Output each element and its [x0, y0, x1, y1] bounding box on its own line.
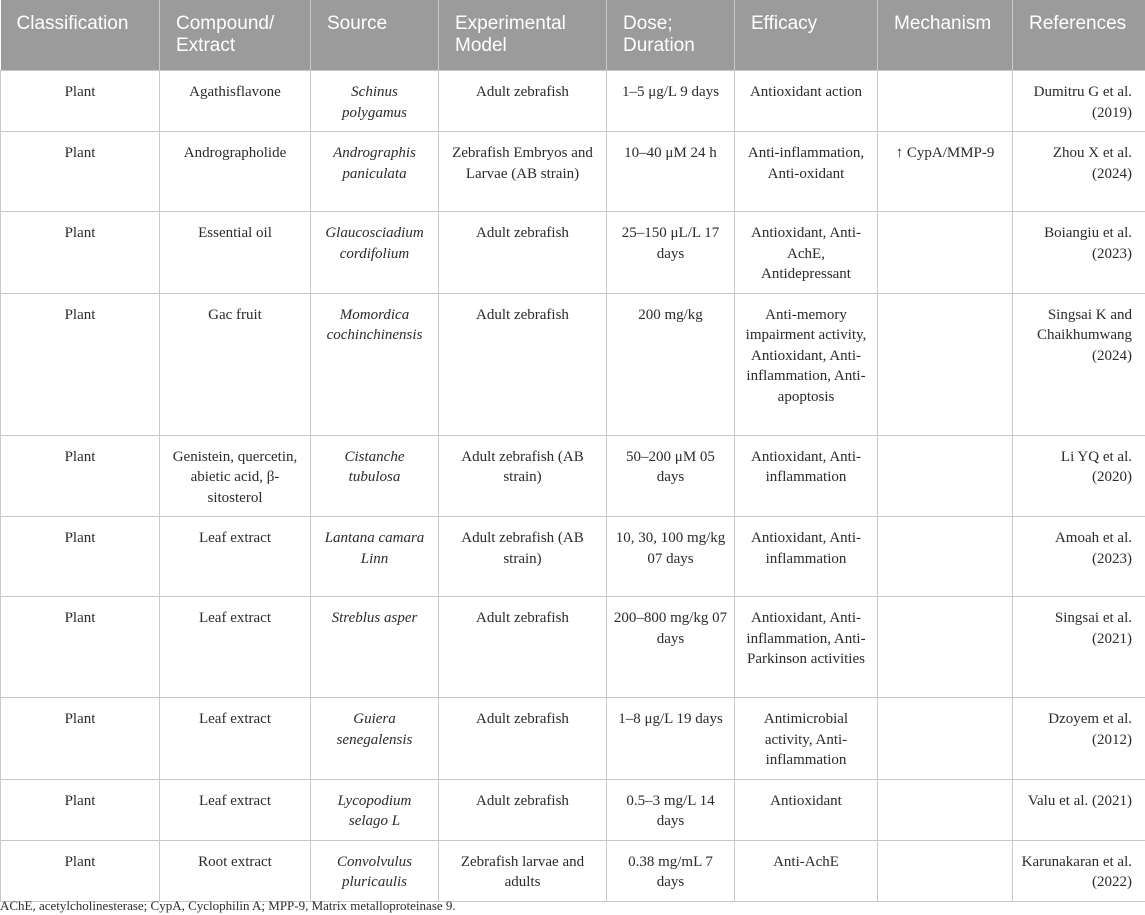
dose-cell: 1–5 μg/L 9 days	[607, 71, 735, 132]
model-cell: Adult zebrafish	[439, 293, 607, 435]
reference-cell: Boiangiu et al. (2023)	[1013, 212, 1145, 294]
model-cell: Zebrafish Embryos and Larvae (AB strain)	[439, 132, 607, 212]
table-row	[1, 698, 1145, 780]
compound-cell: Essential oil	[160, 212, 311, 294]
compound-cell: Gac fruit	[160, 293, 311, 435]
header-classification: Classification	[1, 0, 160, 71]
dose-cell: 25–150 μL/L 17 days	[607, 212, 735, 294]
compound-cell: Root extract	[160, 840, 311, 901]
efficacy-cell: Antioxidant, Anti-inflammation	[735, 435, 878, 517]
header-references: References	[1013, 0, 1145, 71]
table-row	[1, 597, 1145, 698]
compound-cell: Genistein, quercetin, abietic acid, β-sitosterol	[160, 435, 311, 517]
efficacy-cell: Antioxidant, Anti-AchE, Antidepressant	[735, 212, 878, 294]
table-row	[1, 71, 1145, 132]
reference-cell: Valu et al. (2021)	[1013, 779, 1145, 840]
reference-cell: Zhou X et al. (2024)	[1013, 132, 1145, 212]
efficacy-cell: Anti-inflammation, Anti-oxidant	[735, 132, 878, 212]
source-cell: Lantana camara Linn	[311, 517, 439, 597]
source-cell: Lycopodium selago L	[311, 779, 439, 840]
classification-cell: Plant	[1, 517, 160, 597]
table-footnote: AChE, acetylcholinesterase; CypA, Cyclophilin A; MPP-9, Matrix metalloproteinase 9.	[0, 898, 456, 913]
reference-cell: Singsai et al. (2021)	[1013, 597, 1145, 698]
mechanism-cell	[878, 840, 1013, 901]
dose-cell: 200 mg/kg	[607, 293, 735, 435]
model-cell: Adult zebrafish	[439, 597, 607, 698]
efficacy-cell: Antioxidant, Anti-inflammation	[735, 517, 878, 597]
classification-cell: Plant	[1, 597, 160, 698]
reference-cell: Amoah et al. (2023)	[1013, 517, 1145, 597]
mechanism-cell	[878, 435, 1013, 517]
mechanism-cell	[878, 779, 1013, 840]
classification-cell: Plant	[1, 779, 160, 840]
header-compound-extract: Compound/ Extract	[160, 0, 311, 71]
table-row	[1, 132, 1145, 212]
compound-cell: Leaf extract	[160, 779, 311, 840]
reference-cell: Li YQ et al. (2020)	[1013, 435, 1145, 517]
dose-cell: 0.5–3 mg/L 14 days	[607, 779, 735, 840]
mechanism-cell	[878, 212, 1013, 294]
classification-cell: Plant	[1, 698, 160, 780]
header-experimental-model: Experimental Model	[439, 0, 607, 71]
source-cell: Schinus polygamus	[311, 71, 439, 132]
table-row	[1, 435, 1145, 517]
model-cell: Adult zebrafish	[439, 698, 607, 780]
compound-cell: Agathisflavone	[160, 71, 311, 132]
reference-cell: Dzoyem et al. (2012)	[1013, 698, 1145, 780]
efficacy-cell: Antioxidant	[735, 779, 878, 840]
table-row	[1, 212, 1145, 294]
reference-cell: Karunakaran et al. (2022)	[1013, 840, 1145, 901]
mechanism-cell	[878, 71, 1013, 132]
compound-cell: Leaf extract	[160, 698, 311, 780]
mechanism-cell	[878, 293, 1013, 435]
efficacy-cell: Antioxidant, Anti-inflammation, Anti-Parkinson activities	[735, 597, 878, 698]
source-cell: Andrographis paniculata	[311, 132, 439, 212]
table-row	[1, 293, 1145, 435]
mechanism-cell	[878, 517, 1013, 597]
mechanism-cell	[878, 698, 1013, 780]
classification-cell: Plant	[1, 212, 160, 294]
classification-cell: Plant	[1, 132, 160, 212]
dose-cell: 1–8 μg/L 19 days	[607, 698, 735, 780]
model-cell: Adult zebrafish (AB strain)	[439, 517, 607, 597]
compound-cell: Leaf extract	[160, 597, 311, 698]
mechanism-cell: ↑ CypA/MMP-9	[878, 132, 1013, 212]
source-cell: Convolvulus pluricaulis	[311, 840, 439, 901]
compound-cell: Andrographolide	[160, 132, 311, 212]
model-cell: Zebrafish larvae and adults	[439, 840, 607, 901]
dose-cell: 0.38 mg/mL 7 days	[607, 840, 735, 901]
source-cell: Cistanche tubulosa	[311, 435, 439, 517]
classification-cell: Plant	[1, 71, 160, 132]
header-row	[1, 0, 1145, 71]
header-efficacy: Efficacy	[735, 0, 878, 71]
dose-cell: 10–40 μM 24 h	[607, 132, 735, 212]
efficacy-cell: Antioxidant action	[735, 71, 878, 132]
dose-cell: 200–800 mg/kg 07 days	[607, 597, 735, 698]
efficacy-cell: Anti-memory impairment activity, Antioxidant, Anti-inflammation, Anti-apoptosis	[735, 293, 878, 435]
dose-cell: 10, 30, 100 mg/kg 07 days	[607, 517, 735, 597]
classification-cell: Plant	[1, 435, 160, 517]
model-cell: Adult zebrafish (AB strain)	[439, 435, 607, 517]
model-cell: Adult zebrafish	[439, 71, 607, 132]
model-cell: Adult zebrafish	[439, 779, 607, 840]
mechanism-cell	[878, 597, 1013, 698]
source-cell: Streblus asper	[311, 597, 439, 698]
efficacy-cell: Anti-AchE	[735, 840, 878, 901]
source-cell: Momordica cochinchinensis	[311, 293, 439, 435]
compound-cell: Leaf extract	[160, 517, 311, 597]
table-row	[1, 517, 1145, 597]
table-row	[1, 840, 1145, 901]
source-cell: Glaucosciadium cordifolium	[311, 212, 439, 294]
classification-cell: Plant	[1, 293, 160, 435]
header-dose-duration: Dose; Duration	[607, 0, 735, 71]
header-source: Source	[311, 0, 439, 71]
source-cell: Guiera senegalensis	[311, 698, 439, 780]
reference-cell: Dumitru G et al. (2019)	[1013, 71, 1145, 132]
model-cell: Adult zebrafish	[439, 212, 607, 294]
header-mechanism: Mechanism	[878, 0, 1013, 71]
classification-cell: Plant	[1, 840, 160, 901]
dose-cell: 50–200 μM 05 days	[607, 435, 735, 517]
reference-cell: Singsai K and Chaikhumwang (2024)	[1013, 293, 1145, 435]
table-row	[1, 779, 1145, 840]
efficacy-cell: Antimicrobial activity, Anti-inflammation	[735, 698, 878, 780]
